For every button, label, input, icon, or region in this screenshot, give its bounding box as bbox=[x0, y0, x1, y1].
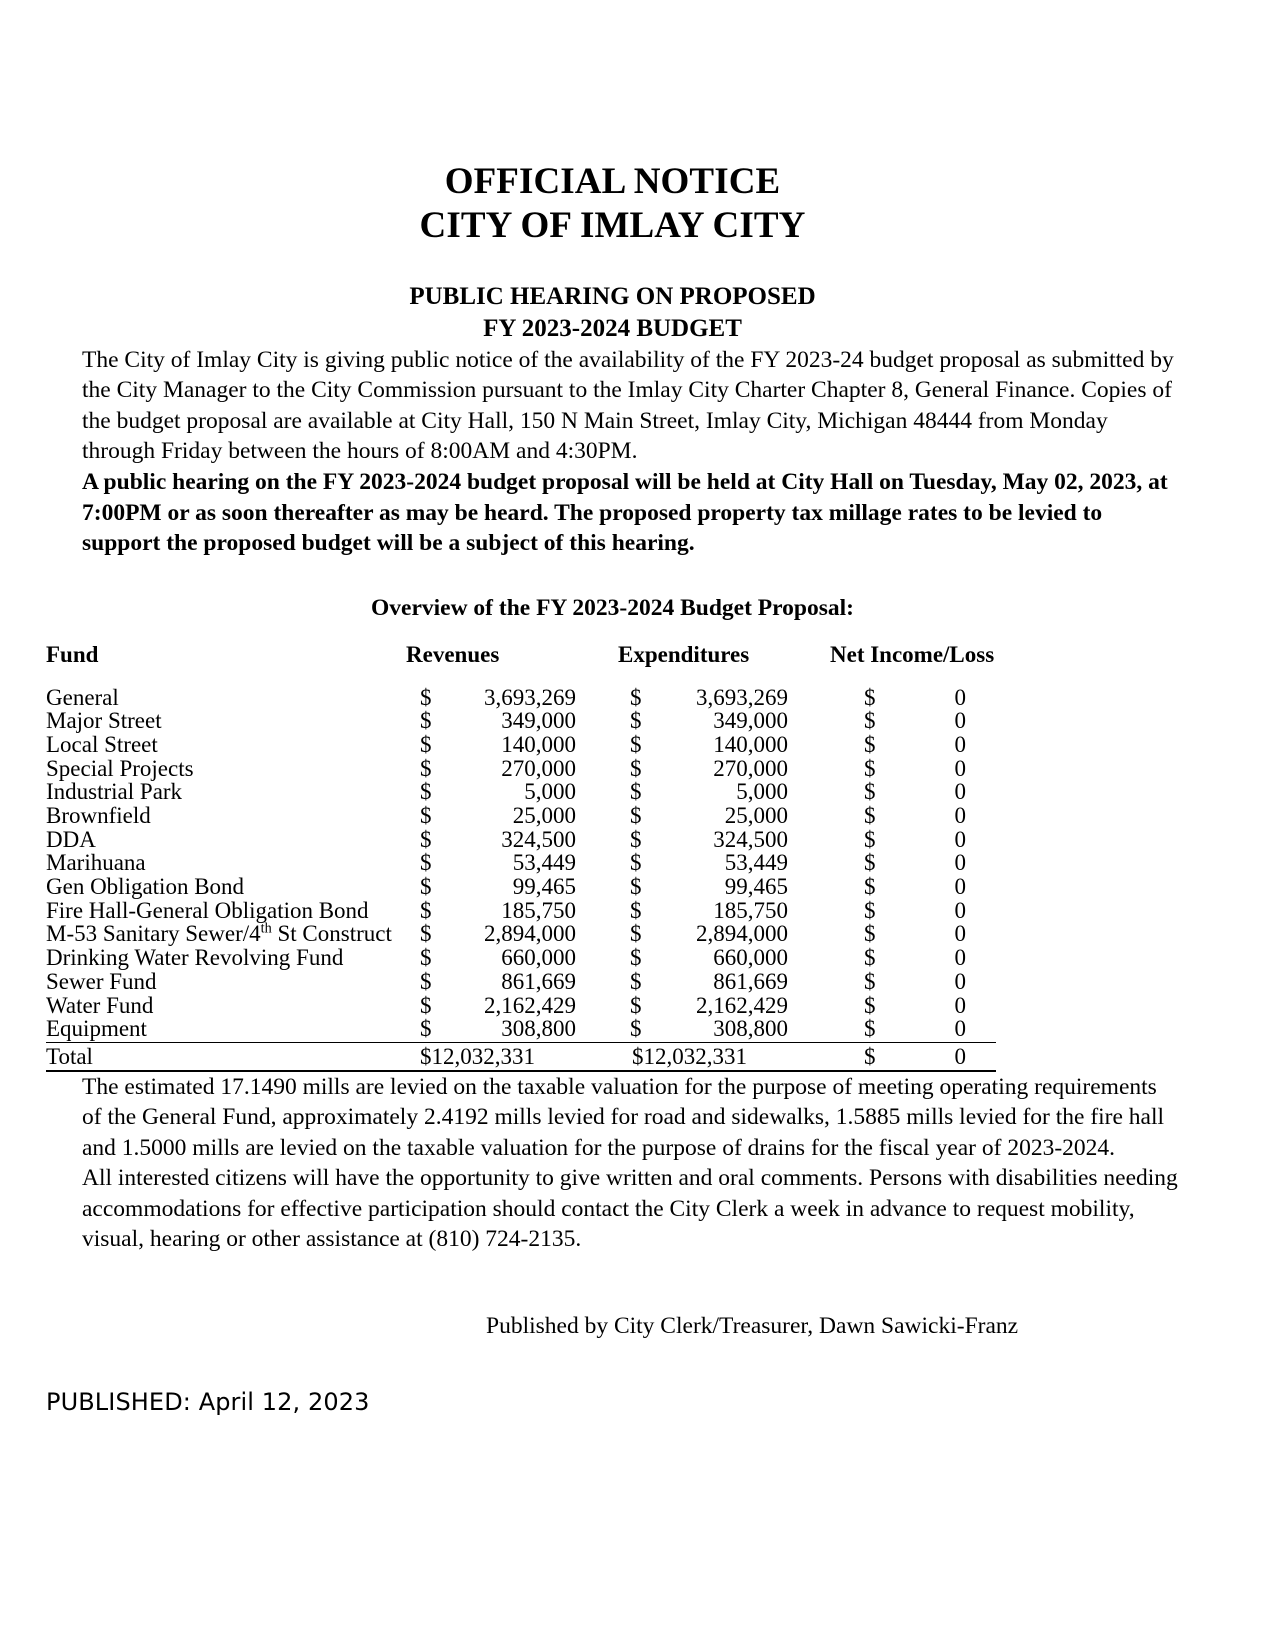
amount-value: 324,500 bbox=[713, 826, 788, 852]
currency-symbol: $ bbox=[630, 874, 642, 900]
amount-value: 0 bbox=[954, 826, 966, 852]
cell-net-income-loss bbox=[830, 686, 996, 710]
cell-fund: Water Fund bbox=[46, 992, 154, 1018]
currency-symbol: $ bbox=[630, 897, 642, 923]
cell-revenues bbox=[406, 804, 618, 828]
currency-symbol: $ bbox=[630, 755, 642, 781]
amount-value: 53,449 bbox=[512, 850, 576, 876]
ordinal-suffix: th bbox=[260, 920, 272, 937]
table-row bbox=[46, 994, 996, 1018]
amount-value: 3,693,269 bbox=[696, 684, 788, 710]
table-row bbox=[46, 875, 996, 899]
amount-value: 0 bbox=[954, 992, 966, 1018]
amount-value: 3,693,269 bbox=[484, 684, 576, 710]
table-row bbox=[46, 970, 996, 994]
cell-expenditures bbox=[618, 970, 830, 994]
amount-value: 5,000 bbox=[524, 779, 576, 805]
currency-symbol: $ bbox=[864, 826, 876, 852]
amount-value: 2,162,429 bbox=[696, 992, 788, 1018]
currency-symbol: $ bbox=[420, 779, 432, 805]
currency-symbol: $ bbox=[420, 968, 432, 994]
cell-net-total bbox=[830, 1042, 996, 1070]
currency-symbol: $ bbox=[630, 708, 642, 734]
cell-net-income-loss bbox=[830, 922, 996, 946]
amount-value: 185,750 bbox=[713, 897, 788, 923]
currency-symbol: $ bbox=[864, 921, 876, 947]
currency-symbol: $ bbox=[420, 755, 432, 781]
amount-value: 99,465 bbox=[512, 874, 576, 900]
cell-revenues-total bbox=[406, 1042, 618, 1070]
cell-revenues bbox=[406, 733, 618, 757]
cell-fund: Industrial Park bbox=[46, 779, 183, 805]
amount-value: 349,000 bbox=[501, 708, 576, 734]
table-header-row bbox=[46, 642, 996, 686]
cell-revenues bbox=[406, 780, 618, 804]
currency-symbol: $ bbox=[630, 968, 642, 994]
amount-value: 0 bbox=[954, 779, 966, 805]
currency-symbol: $ bbox=[630, 945, 642, 971]
amount-value: 324,500 bbox=[501, 826, 576, 852]
column-header-revenues: Revenues bbox=[406, 641, 500, 667]
currency-symbol: $ bbox=[630, 684, 642, 710]
amount-value: 270,000 bbox=[713, 755, 788, 781]
budget-table-body bbox=[46, 686, 996, 1071]
cell-expenditures-total bbox=[618, 1042, 830, 1070]
currency-symbol: $ bbox=[420, 850, 432, 876]
table-row bbox=[46, 709, 996, 733]
budget-table bbox=[46, 642, 996, 1072]
amount-value: 2,162,429 bbox=[484, 992, 576, 1018]
cell-net-income-loss bbox=[830, 1017, 996, 1042]
currency-symbol: $ bbox=[420, 803, 432, 829]
amount-value: 0 bbox=[954, 921, 966, 947]
cell-net-income-loss bbox=[830, 804, 996, 828]
currency-symbol: $ bbox=[864, 968, 876, 994]
document-title bbox=[46, 160, 1179, 249]
currency-symbol: $ bbox=[864, 992, 876, 1018]
table-row bbox=[46, 686, 996, 710]
publisher-signature: Published by City Clerk/Treasurer, Dawn Sawicki-Franz bbox=[486, 1312, 1019, 1339]
cell-net-income-loss bbox=[830, 970, 996, 994]
amount-value: 53,449 bbox=[724, 850, 788, 876]
currency-symbol: $ bbox=[420, 897, 432, 923]
amount-value: 0 bbox=[954, 1043, 966, 1069]
cell-revenues bbox=[406, 686, 618, 710]
cell-net-income-loss bbox=[830, 946, 996, 970]
cell-revenues bbox=[406, 994, 618, 1018]
amount-value: 2,894,000 bbox=[696, 921, 788, 947]
cell-revenues bbox=[406, 757, 618, 781]
currency-symbol: $ bbox=[864, 874, 876, 900]
cell-expenditures bbox=[618, 828, 830, 852]
cell-revenues bbox=[406, 828, 618, 852]
cell-expenditures bbox=[618, 994, 830, 1018]
cell-fund: Sewer Fund bbox=[46, 968, 157, 994]
amount-value: 0 bbox=[954, 874, 966, 900]
currency-symbol: $ bbox=[420, 826, 432, 852]
currency-symbol: $ bbox=[864, 779, 876, 805]
amount-value: 140,000 bbox=[501, 731, 576, 757]
paragraph-millage: The estimated 17.1490 mills are levied on the taxable valuation for the purpose of meeting operating requirements of the General Fund, approximately 2.4192 mills levied for road and sidewalks, 1.5885 mills levied for the fire hall and 1.5000 mills are levied on the taxable valuation for the purpose of drains for the fiscal year of 2023-2024. bbox=[82, 1073, 1165, 1161]
cell-revenues bbox=[406, 875, 618, 899]
cell-expenditures bbox=[618, 780, 830, 804]
amount-value: 0 bbox=[954, 755, 966, 781]
title-line-2: CITY OF IMLAY CITY bbox=[419, 205, 806, 247]
amount-value: 349,000 bbox=[713, 708, 788, 734]
currency-symbol: $ bbox=[630, 803, 642, 829]
amount-value: 0 bbox=[954, 968, 966, 994]
column-header-fund: Fund bbox=[46, 641, 99, 667]
cell-fund: Major Street bbox=[46, 708, 162, 734]
subtitle-line-1: PUBLIC HEARING ON PROPOSED bbox=[409, 282, 816, 310]
amount-value: 25,000 bbox=[724, 803, 788, 829]
cell-net-income-loss bbox=[830, 828, 996, 852]
currency-symbol: $ bbox=[864, 1043, 876, 1069]
table-row bbox=[46, 804, 996, 828]
amount-value: 185,750 bbox=[501, 897, 576, 923]
column-header-net-income-loss: Net Income/Loss bbox=[830, 641, 995, 667]
amount-value: 0 bbox=[954, 684, 966, 710]
amount-value: $12,032,331 bbox=[632, 1043, 747, 1069]
document-subtitle bbox=[46, 281, 1179, 345]
cell-revenues bbox=[406, 899, 618, 923]
currency-symbol: $ bbox=[630, 992, 642, 1018]
currency-symbol: $ bbox=[864, 897, 876, 923]
cell-expenditures bbox=[618, 922, 830, 946]
cell-expenditures bbox=[618, 851, 830, 875]
currency-symbol: $ bbox=[864, 708, 876, 734]
amount-value: 0 bbox=[954, 945, 966, 971]
currency-symbol: $ bbox=[630, 921, 642, 947]
cell-fund: Fire Hall-General Obligation Bond bbox=[46, 897, 369, 923]
amount-value: 0 bbox=[954, 708, 966, 734]
currency-symbol: $ bbox=[420, 684, 432, 710]
currency-symbol: $ bbox=[630, 779, 642, 805]
cell-fund: M-53 Sanitary Sewer/4th St Construct bbox=[46, 920, 392, 947]
cell-net-income-loss bbox=[830, 994, 996, 1018]
cell-fund: Drinking Water Revolving Fund bbox=[46, 945, 344, 971]
amount-value: 2,894,000 bbox=[484, 921, 576, 947]
currency-symbol: $ bbox=[420, 945, 432, 971]
cell-expenditures bbox=[618, 1017, 830, 1042]
currency-symbol: $ bbox=[630, 731, 642, 757]
amount-value: 0 bbox=[954, 1016, 966, 1042]
amount-value: 99,465 bbox=[724, 874, 788, 900]
currency-symbol: $ bbox=[420, 708, 432, 734]
cell-net-income-loss bbox=[830, 709, 996, 733]
cell-fund: Gen Obligation Bond bbox=[46, 874, 245, 900]
amount-value: 861,669 bbox=[501, 968, 576, 994]
overview-caption: Overview of the FY 2023-2024 Budget Proposal: bbox=[370, 594, 854, 621]
currency-symbol: $ bbox=[864, 731, 876, 757]
cell-fund: DDA bbox=[46, 826, 96, 852]
amount-value: 308,800 bbox=[501, 1016, 576, 1042]
amount-value: 660,000 bbox=[501, 945, 576, 971]
currency-symbol: $ bbox=[864, 945, 876, 971]
cell-revenues bbox=[406, 970, 618, 994]
cell-revenues bbox=[406, 1017, 618, 1042]
column-header-expenditures: Expenditures bbox=[618, 641, 750, 667]
amount-value: 270,000 bbox=[501, 755, 576, 781]
currency-symbol: $ bbox=[630, 850, 642, 876]
cell-fund: Brownfield bbox=[46, 803, 151, 829]
cell-fund: General bbox=[46, 684, 119, 710]
currency-symbol: $ bbox=[630, 1016, 642, 1042]
cell-net-income-loss bbox=[830, 899, 996, 923]
table-row bbox=[46, 922, 996, 946]
currency-symbol: $ bbox=[420, 1016, 432, 1042]
table-row bbox=[46, 733, 996, 757]
amount-value: 0 bbox=[954, 803, 966, 829]
cell-fund: Equipment bbox=[46, 1017, 406, 1042]
cell-expenditures bbox=[618, 899, 830, 923]
cell-fund: Local Street bbox=[46, 731, 158, 757]
table-row bbox=[46, 899, 996, 923]
amount-value: 0 bbox=[954, 731, 966, 757]
currency-symbol: $ bbox=[420, 992, 432, 1018]
table-row bbox=[46, 946, 996, 970]
table-row bbox=[46, 780, 996, 804]
cell-net-income-loss bbox=[830, 757, 996, 781]
paragraph-accessibility: All interested citizens will have the opportunity to give written and oral comments. Persons with disabilities needing accommodations for effective participation should contact the City Clerk a week in advance to request mobility, visual, hearing or other assistance at (810) 724-2135. bbox=[82, 1165, 1178, 1253]
currency-symbol: $ bbox=[864, 803, 876, 829]
currency-symbol: $ bbox=[864, 1016, 876, 1042]
table-row bbox=[46, 851, 996, 875]
amount-value: 308,800 bbox=[713, 1016, 788, 1042]
cell-expenditures bbox=[618, 757, 830, 781]
currency-symbol: $ bbox=[420, 921, 432, 947]
table-row bbox=[46, 1017, 996, 1042]
cell-expenditures bbox=[618, 686, 830, 710]
table-row bbox=[46, 828, 996, 852]
cell-expenditures bbox=[618, 875, 830, 899]
table-row bbox=[46, 757, 996, 781]
cell-net-income-loss bbox=[830, 875, 996, 899]
cell-expenditures bbox=[618, 733, 830, 757]
cell-revenues bbox=[406, 851, 618, 875]
currency-symbol: $ bbox=[864, 684, 876, 710]
published-date: PUBLISHED: April 12, 2023 bbox=[46, 1387, 370, 1416]
amount-value: 25,000 bbox=[512, 803, 576, 829]
cell-expenditures bbox=[618, 804, 830, 828]
cell-revenues bbox=[406, 922, 618, 946]
currency-symbol: $ bbox=[420, 731, 432, 757]
currency-symbol: $ bbox=[630, 826, 642, 852]
currency-symbol: $ bbox=[864, 755, 876, 781]
budget-table-header bbox=[46, 642, 996, 686]
cell-net-income-loss bbox=[830, 851, 996, 875]
paragraph-availability: The City of Imlay City is giving public notice of the availability of the FY 2023-24 budget proposal as submitted by the City Manager to the City Commission pursuant to the Imlay City Charter Chapter 8, General Finance. Copies of the budget proposal are available at City Hall, 150 N Main Street, Imlay City, Michigan 48444 from Monday through Friday between the hours of 8:00AM and 4:30PM. bbox=[82, 346, 1174, 465]
title-line-1: OFFICIAL NOTICE bbox=[444, 161, 781, 202]
subtitle-line-2: FY 2023-2024 BUDGET bbox=[483, 314, 742, 342]
cell-revenues bbox=[406, 709, 618, 733]
cell-net-income-loss bbox=[830, 780, 996, 804]
cell-fund: Marihuana bbox=[46, 850, 146, 876]
amount-value: 0 bbox=[954, 897, 966, 923]
cell-fund: Special Projects bbox=[46, 755, 194, 781]
cell-revenues bbox=[406, 946, 618, 970]
cell-fund-total: Total bbox=[46, 1042, 406, 1070]
currency-symbol: $ bbox=[864, 850, 876, 876]
amount-value: 861,669 bbox=[713, 968, 788, 994]
paragraph-hearing: A public hearing on the FY 2023-2024 budget proposal will be held at City Hall on Tuesday, May 02, 2023, at 7:00PM or as soon thereafter as may be heard. The proposed property tax millage rates to be levied to support the proposed budget will be a subject of this hearing. bbox=[82, 468, 1168, 557]
table-row-total bbox=[46, 1042, 996, 1070]
cell-net-income-loss bbox=[830, 733, 996, 757]
amount-value: $12,032,331 bbox=[420, 1043, 535, 1069]
amount-value: 5,000 bbox=[736, 779, 788, 805]
amount-value: 0 bbox=[954, 850, 966, 876]
cell-expenditures bbox=[618, 709, 830, 733]
page-content bbox=[46, 0, 1179, 1416]
amount-value: 140,000 bbox=[713, 731, 788, 757]
currency-symbol: $ bbox=[420, 874, 432, 900]
cell-expenditures bbox=[618, 946, 830, 970]
amount-value: 660,000 bbox=[713, 945, 788, 971]
